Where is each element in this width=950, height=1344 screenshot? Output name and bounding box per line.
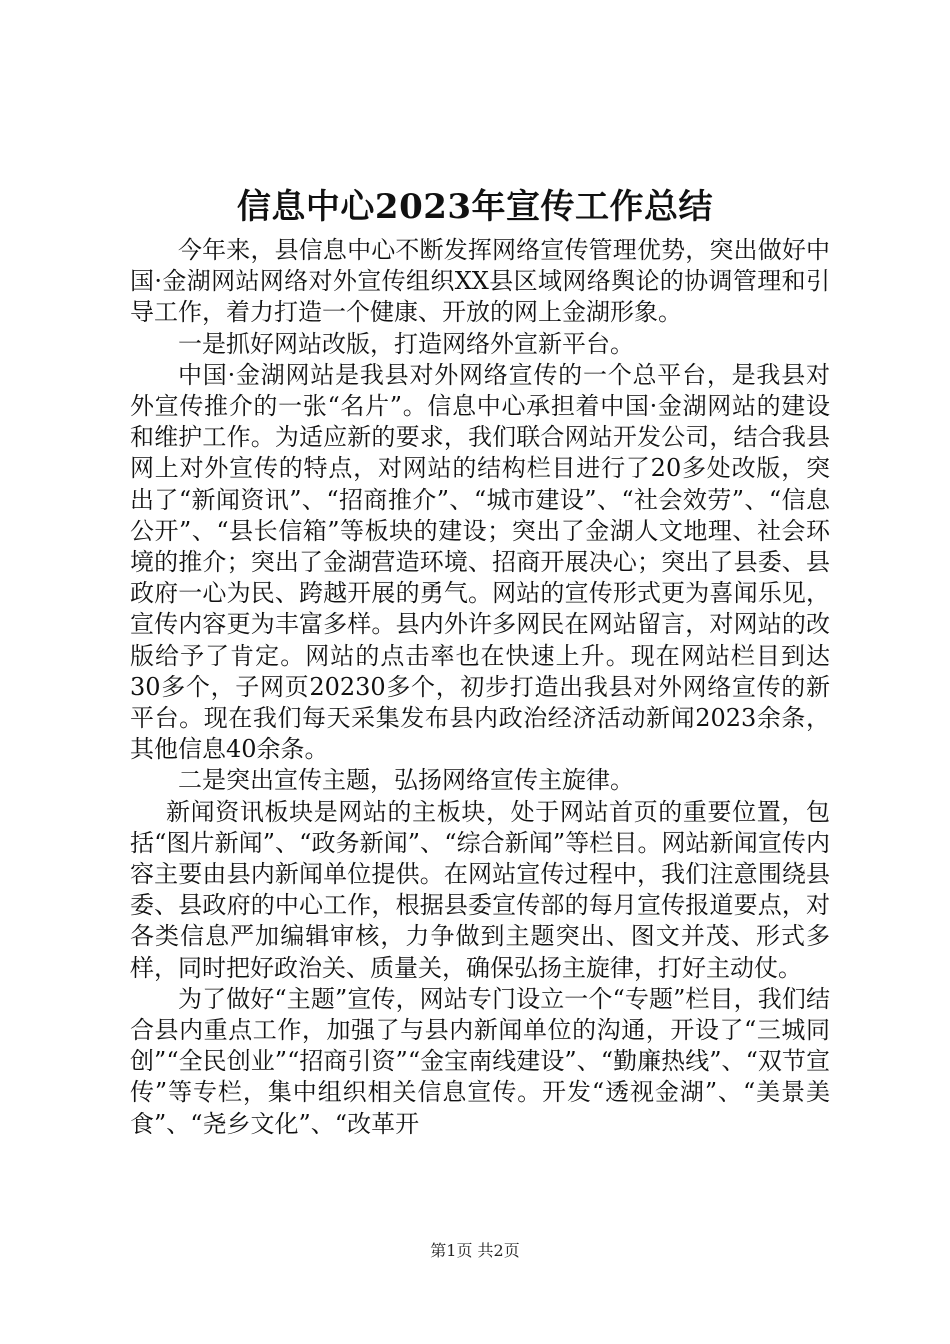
paragraph-theme-columns: 为了做好“主题”宣传，网站专门设立一个“专题”栏目，我们结合县内重点工作，加强了与县内新闻单位的沟通，开设了“三城同创”“全民创业”“招商引资”“金宝南线建设”、“勤廉热线”、“双节宣传”等专栏，集中组织相关信息宣传。开发“透视金湖”、“美景美食”、“尧乡文化”、“改革开 xyxy=(130,984,830,1138)
document-title: 信息中心2023年宣传工作总结 xyxy=(236,187,714,227)
paragraph-heading-2: 二是突出宣传主题，弘扬网络宣传主旋律。 xyxy=(178,766,634,795)
paragraph-heading-1: 一是抓好网站改版，打造网络外宣新平台。 xyxy=(178,329,634,358)
paragraph-news-section: 新闻资讯板块是网站的主板块，处于网站首页的重要位置，包括“图片新闻”、“政务新闻”、“综合新闻”等栏目。网站新闻宣传内容主要由县内新闻单位提供。在网站宣传过程中，我们注意围绕县委、县政府的中心工作，根据县委宣传部的每月宣传报道要点，对各类信息严加编辑审核，力争做到主题突出、图文并茂、形式多样，同时把好政治关、质量关，确保弘扬主旋律，打好主动仗。 xyxy=(130,797,830,982)
paragraph-intro: 今年来，县信息中心不断发挥网络宣传管理优势，突出做好中国·金湖网站网络对外宣传组织XX县区域网络舆论的协调管理和引导工作，着力打造一个健康、开放的网上金湖形象。 xyxy=(130,236,830,327)
page-number-footer: 第1页 共2页 xyxy=(430,1241,520,1260)
paragraph-website-revamp: 中国·金湖网站是我县对外网络宣传的一个总平台，是我县对外宣传推介的一张“名片”。信息中心承担着中国·金湖网站的建设和维护工作。为适应新的要求，我们联合网站开发公司，结合我县网上对外宣传的特点，对网站的结构栏目进行了20多处改版，突出了“新闻资讯”、“招商推介”、“城市建设”、“社会效劳”、“信息公开”、“县长信箱”等板块的建设；突出了金湖人文地理、社会环境的推介；突出了金湖营造环境、招商开展决心；突出了县委、县政府一心为民、跨越开展的勇气。网站的宣传形式更为喜闻乐见，宣传内容更为丰富多样。县内外许多网民在网站留言，对网站的改版给予了肯定。网站的点击率也在快速上升。现在网站栏目到达30多个，子网页20230多个，初步打造出我县对外网络宣传的新平台。现在我们每天采集发布县内政治经济活动新闻2023余条，其他信息40余条。 xyxy=(130,360,830,764)
document-body xyxy=(130,235,830,1140)
